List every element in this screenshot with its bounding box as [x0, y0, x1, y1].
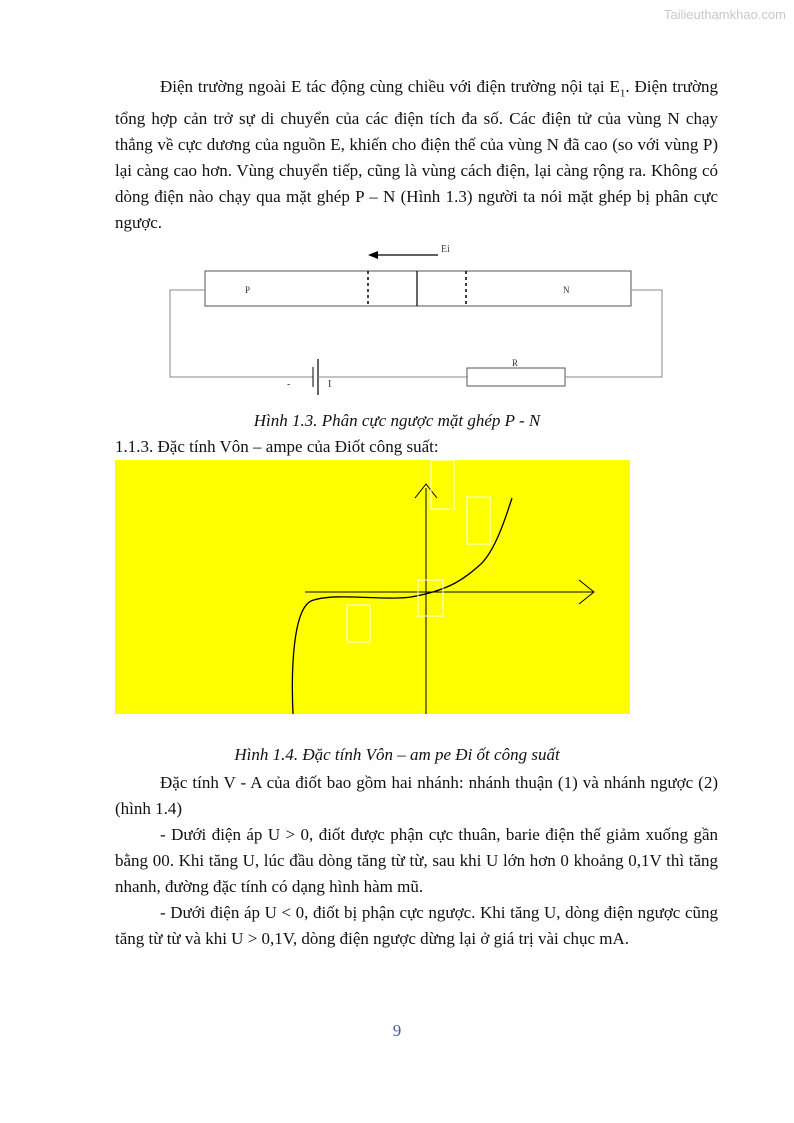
n-region-label: N — [563, 285, 570, 295]
annotation-box-top — [431, 460, 454, 509]
paragraph-reverse-bias — [115, 74, 718, 236]
p-region-label: P — [245, 285, 251, 295]
field-label: Ei — [441, 244, 450, 255]
paragraph-reverse-current: - Dưới điện áp U < 0, điốt bị phận cực ngược. Khi tăng U, dòng điện ngược cũng tăng từ từ và khi U > 0,1V, dòng điện ngược dừng lại ở giá trị vài chục mA. — [115, 903, 718, 948]
resistor-label: R — [512, 358, 519, 368]
figure-1-3-caption: Hình 1.3. Phân cực ngược mặt ghép P - N — [253, 411, 541, 430]
va-characteristic-figure — [115, 460, 630, 714]
page-number: 9 — [392, 1021, 402, 1040]
reverse-bias-diagram — [160, 240, 670, 400]
annotation-box-forward — [467, 497, 490, 544]
battery-minus-label: - — [287, 379, 291, 390]
subscript: 1 — [619, 87, 626, 100]
annotation-box-origin — [418, 580, 443, 616]
paragraph-text-b: . Điện trường tổng hợp cản trở sự di chuyển của các điện tích đa số. Các điện tử của vùng N chạy thẳng về cực dương của nguồn E, khiến cho điện thế của vùng N đã cao (so với vùng P) lại càng cao hơn. Vùng chuyển tiếp, cũng là vùng cách điện, lại càng rộng ra. Không có dòng điện nào chạy qua mặt ghép P – N (Hình 1.3) người ta nói mặt ghép bị phân cực ngược. — [115, 77, 718, 233]
annotation-box-reverse — [347, 605, 370, 642]
field-arrow-head — [368, 251, 378, 259]
battery-plus-label: I — [328, 379, 332, 390]
paragraph-text-a: Điện trường ngoài E tác động cùng chiều với điện trường nội tại E — [160, 77, 620, 96]
resistor — [467, 368, 565, 386]
va-characteristic-chart — [115, 460, 630, 714]
figure-1-4-caption: Hình 1.4. Đặc tính Vôn – am pe Đi ốt công suất — [234, 745, 560, 764]
paragraph-va-branches: Đặc tính V - A của điốt bao gồm hai nhánh: nhánh thuận (1) và nhánh ngược (2) (hình 1.4) — [115, 773, 718, 818]
section-heading: 1.1.3. Đặc tính Vôn – ampe của Điốt công suất: — [115, 437, 439, 456]
paragraph-forward-bias: - Dưới điện áp U > 0, điốt được phận cực thuân, barie điện thế giảm xuống gần bằng 00. Khi tăng U, lúc đầu dòng tăng từ từ, sau khi U lớn hơn 0 khoảng 0,1V thì tăng nhanh, đường đặc tính có dạng hình hàm mũ. — [115, 825, 718, 896]
watermark: Tailieuthamkhao.com — [663, 7, 786, 22]
va-curve — [292, 498, 512, 714]
